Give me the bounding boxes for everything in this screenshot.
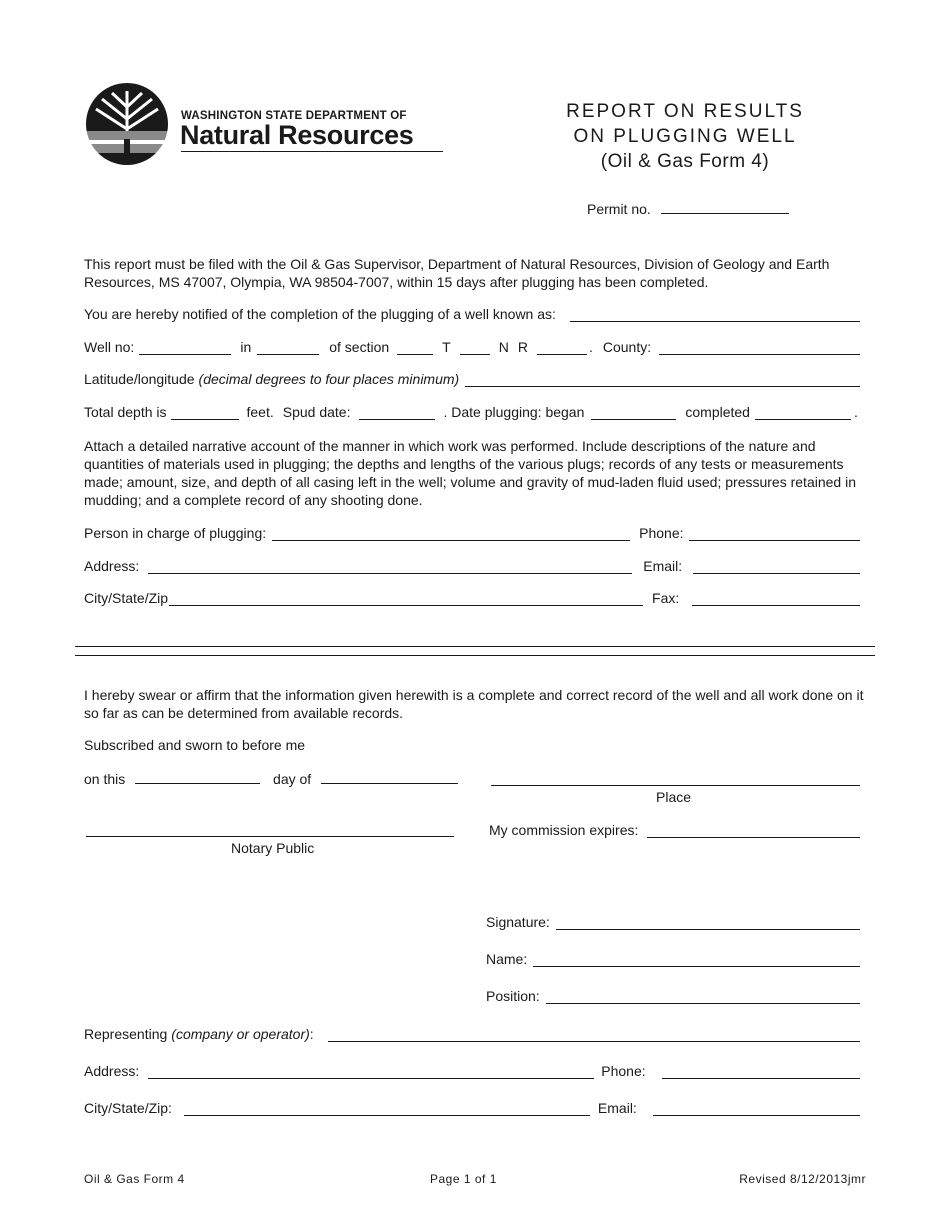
operator-email-label: Email: [597, 1100, 637, 1116]
section-label: of section [329, 339, 390, 355]
signature-label: Signature: [486, 914, 550, 930]
depth-dates-row [84, 404, 860, 420]
spud-date-label: Spud date: [282, 404, 351, 420]
notary-label: Notary Public [231, 840, 315, 856]
form-title-line2: ON PLUGGING WELL [573, 126, 797, 147]
in-label: in [240, 339, 252, 355]
well-no-input[interactable] [139, 341, 231, 355]
operator-email-input[interactable] [653, 1102, 860, 1116]
position-input[interactable] [546, 990, 860, 1004]
position-label: Position: [486, 988, 540, 1004]
footer-page-number: Page 1 of 1 [430, 1172, 497, 1186]
total-depth-label: Total depth is [84, 404, 167, 420]
month-input[interactable] [321, 770, 458, 784]
operator-phone-input[interactable] [662, 1065, 860, 1079]
address-input[interactable] [148, 560, 632, 574]
commission-input[interactable] [647, 824, 860, 838]
latlong-label: Latitude/longitude [84, 371, 195, 387]
form-title-line1: REPORT ON RESULTS [566, 101, 804, 122]
agency-line1: WASHINGTON STATE DEPARTMENT OF [181, 110, 407, 122]
notified-label: You are hereby notified of the completion of the plugging of a well known as: [84, 306, 556, 322]
well-no-label: Well no: [84, 339, 135, 355]
north-label: N [498, 339, 509, 355]
email-input[interactable] [693, 560, 860, 574]
completed-input[interactable] [755, 406, 851, 420]
operator-address-row [84, 1063, 860, 1079]
signature-input[interactable] [556, 916, 860, 930]
commission-row [489, 822, 860, 838]
city-label: City/State/Zip [84, 590, 169, 606]
address-row [84, 558, 860, 574]
operator-city-input[interactable] [184, 1102, 590, 1116]
person-input[interactable] [272, 527, 630, 541]
range-label: R [517, 339, 528, 355]
operator-address-label: Address: [84, 1063, 140, 1079]
agency-line2: Natural Resources [180, 120, 414, 150]
person-row [84, 525, 860, 541]
name-label: Name: [486, 951, 528, 967]
signature-row [486, 914, 860, 930]
divider-top [75, 646, 875, 647]
well-location-row [84, 339, 860, 355]
person-label: Person in charge of plugging: [84, 525, 267, 541]
fax-label: Fax: [652, 590, 680, 606]
name-input[interactable] [533, 953, 860, 967]
day-input[interactable] [135, 770, 260, 784]
phone-label: Phone: [639, 525, 684, 541]
place-input[interactable] [491, 772, 860, 786]
latlong-input[interactable] [465, 373, 860, 387]
filing-instructions: This report must be filed with the Oil & Gas Supervisor, Department of Natural Resources, Division of Geology and Earth Resources, MS 47007, Olympia, WA 98504-7007, within 15 days after plugging has been completed. [84, 256, 830, 290]
commission-label: My commission expires: [489, 822, 639, 838]
agency-underline [181, 151, 443, 152]
latlong-note: (decimal degrees to four places minimum) [198, 371, 460, 387]
place-label: Place [656, 789, 692, 805]
form-title-line3: (Oil & Gas Form 4) [600, 151, 770, 172]
began-input[interactable] [591, 406, 676, 420]
name-row [486, 951, 860, 967]
dnr-emblem-icon [84, 83, 170, 165]
permit-input[interactable] [661, 200, 789, 214]
notary-signature-input[interactable] [86, 823, 454, 837]
representing-row [84, 1026, 860, 1042]
county-input[interactable] [659, 341, 860, 355]
county-label: County: [602, 339, 652, 355]
township-input[interactable] [460, 341, 490, 355]
representing-label: Representing [84, 1026, 168, 1042]
operator-city-label: City/State/Zip: [84, 1100, 172, 1116]
feet-label: feet. [246, 404, 274, 420]
section-input[interactable] [397, 341, 433, 355]
on-this-label: on this [84, 771, 126, 787]
address-label: Address: [84, 558, 140, 574]
permit-field[interactable] [587, 200, 789, 217]
footer-revised: Revised 8/12/2013jmr [739, 1172, 866, 1186]
representing-note: (company or operator) [171, 1026, 310, 1042]
range-input[interactable] [537, 341, 587, 355]
latlong-row [84, 371, 860, 387]
city-row [84, 590, 860, 606]
form-title [545, 99, 825, 174]
on-this-row [84, 770, 458, 787]
divider-bottom [75, 655, 875, 656]
completed-label: completed [685, 404, 750, 420]
narrative-instructions: Attach a detailed narrative account of the manner in which work was performed. Include descriptions of the nature and quantities of materials used in plugging; the depths and lengths of the various plugs; records of any tests or measurements made; amount, size, and depth of all casing left in the well; volume and gravity of mud-laden fluid used; pressures retained in mudding; and a complete record of any shooting done. [84, 438, 856, 508]
phone-input[interactable] [689, 527, 861, 541]
subscribed-text: Subscribed and sworn to before me [84, 737, 306, 753]
permit-label: Permit no. [587, 201, 651, 217]
footer-form-name: Oil & Gas Form 4 [84, 1172, 185, 1186]
completed-period: . [853, 404, 858, 420]
representing-colon: : [309, 1026, 314, 1042]
email-label: Email: [643, 558, 683, 574]
position-row [486, 988, 860, 1004]
operator-phone-label: Phone: [601, 1063, 646, 1079]
in-input[interactable] [257, 341, 319, 355]
operator-address-input[interactable] [148, 1065, 594, 1079]
fax-input[interactable] [692, 592, 860, 606]
well-known-as-input[interactable] [570, 308, 860, 322]
representing-input[interactable] [328, 1028, 860, 1042]
operator-city-row [84, 1100, 860, 1116]
township-label: T [442, 339, 451, 355]
dnr-logo [84, 83, 444, 167]
range-period: . [588, 339, 593, 355]
city-input[interactable] [169, 592, 643, 606]
day-of-label: day of [273, 771, 312, 787]
date-plugging-label: . Date plugging: began [443, 404, 585, 420]
well-known-as-row [84, 306, 860, 322]
spud-date-input[interactable] [359, 406, 435, 420]
total-depth-input[interactable] [171, 406, 239, 420]
affidavit-statement: I hereby swear or affirm that the information given herewith is a complete and correct record of the well and all work done on it so far as can be determined from available records. [84, 687, 864, 721]
